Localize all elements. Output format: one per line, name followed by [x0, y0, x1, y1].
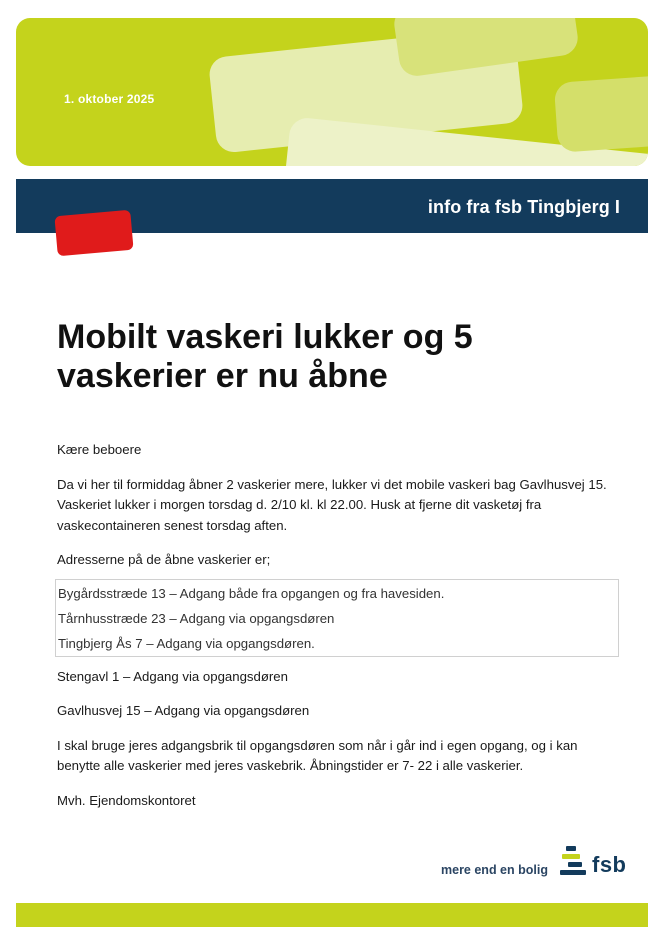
paragraph-closing-notice: Da vi her til formiddag åbner 2 vaskerier mere, lukker vi det mobile vaskeri bag Gavlhusvej 15. Vaskeriet lukker i morgen torsdag d. 2/10 kl. kl 22.00. Husk at fjerne dit vasketøj fra vaskecontaineren senest torsdag aften. — [57, 476, 607, 533]
fsb-logo — [560, 846, 632, 880]
footer-bar — [16, 903, 648, 927]
address-line: Tårnhusstræde 23 – Adgang via opgangsdøren — [58, 610, 335, 626]
greeting: Kære beboere — [57, 442, 142, 457]
red-tag-decoration — [54, 210, 133, 256]
headline: Mobilt vaskeri lukker og 5 vaskerier er nu åbne — [57, 318, 473, 395]
fsb-wordmark: fsb — [592, 852, 627, 877]
info-bar-title: info fra fsb Tingbjerg I — [427, 197, 620, 217]
footer-tagline: mere end en bolig — [441, 863, 548, 877]
address-line: Gavlhusvej 15 – Adgang via opgangsdøren — [57, 703, 310, 718]
address-line: Stengavl 1 – Adgang via opgangsdøren — [57, 668, 288, 684]
addresses-intro: Adresserne på de åbne vaskerier er; — [57, 552, 271, 567]
letter-body — [57, 440, 617, 825]
fsb-stacked-bars-icon — [560, 846, 590, 880]
header-banner — [16, 18, 648, 166]
address-table — [55, 579, 619, 657]
address-line: Bygårdsstræde 13 – Adgang både fra opgangen og fra havesiden. — [58, 585, 445, 601]
signoff: Mvh. Ejendomskontoret — [57, 792, 196, 808]
paragraph-access-info: I skal bruge jeres adgangsbrik til opgangsdøren som når i går ind i egen opgang, og i kan benytte alle vaskerier med jeres vaskebrik. Åbningstider er 7- 22 i alle vaskerier. — [57, 737, 578, 773]
banner-decor-shape — [554, 73, 648, 153]
issue-date: 1. oktober 2025 — [64, 92, 155, 106]
address-line: Tingbjerg Ås 7 – Adgang via opgangsdøren. — [58, 635, 315, 651]
